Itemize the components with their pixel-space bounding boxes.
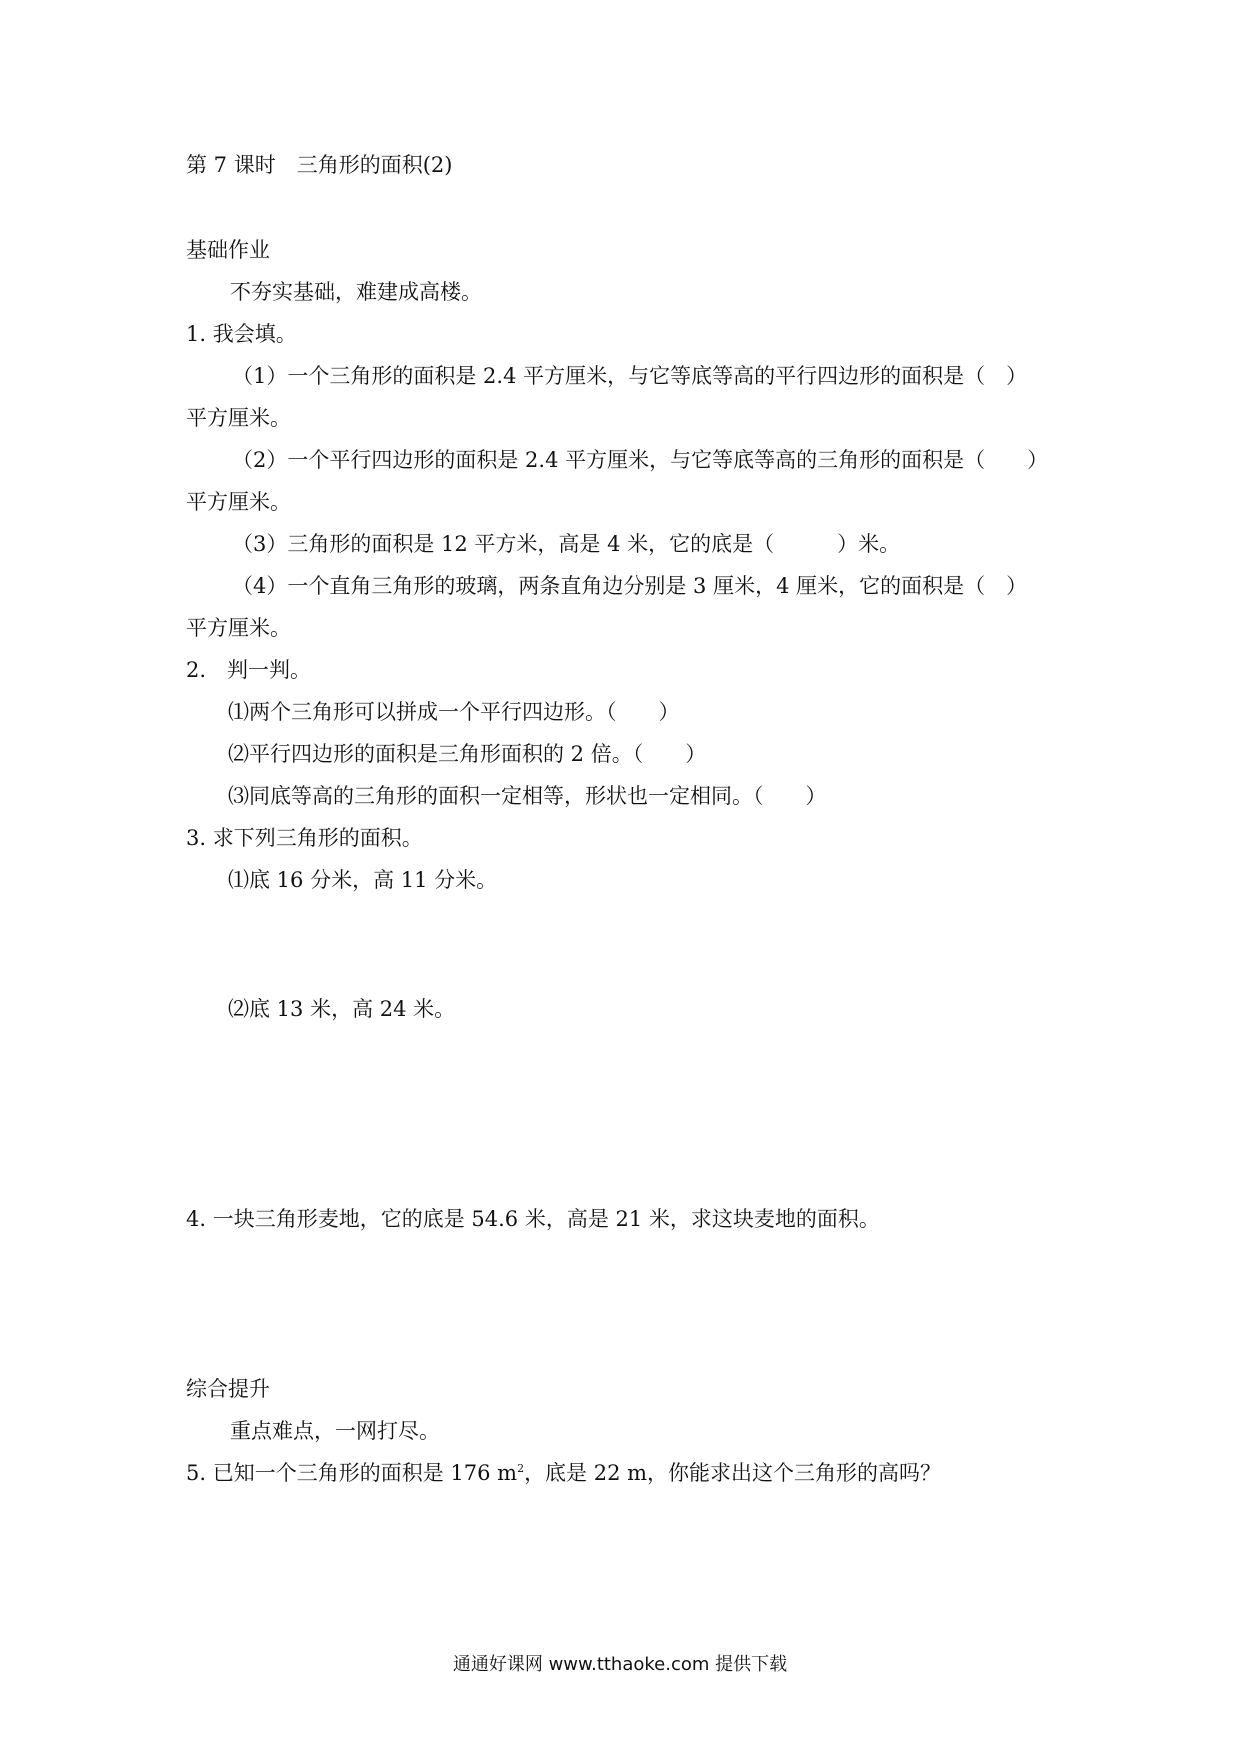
question-1-item-1-line-2: 平方厘米。 — [186, 406, 291, 430]
question-5-text-after: ，底是 22 m，你能求出这个三角形的高吗？ — [524, 1461, 942, 1485]
question-1-item-3: （3）三角形的面积是 12 平方米，高是 4 米，它的底是（ ）米。 — [232, 532, 901, 556]
question-3-item-2: ⑵底 13 米，高 24 米。 — [228, 997, 456, 1021]
section-heading-basic: 基础作业 — [186, 238, 270, 262]
question-1-item-2-line-2: 平方厘米。 — [186, 490, 291, 514]
question-2-label: 2. 判一判。 — [186, 658, 312, 682]
question-2-item-3: ⑶同底等高的三角形的面积一定相等，形状也一定相同。（ ） — [228, 784, 827, 808]
question-5-text-before: 5. 已知一个三角形的面积是 176 m — [186, 1461, 518, 1485]
question-4: 4. 一块三角形麦地，它的底是 54.6 米，高是 21 米，求这块麦地的面积。 — [186, 1207, 880, 1231]
section-heading-advanced: 综合提升 — [186, 1377, 270, 1401]
question-1-label: 1. 我会填。 — [186, 322, 297, 346]
question-1-item-4-line-1: （4）一个直角三角形的玻璃，两条直角边分别是 3 厘米，4 厘米，它的面积是（ ） — [232, 574, 1028, 598]
question-3-label: 3. 求下列三角形的面积。 — [186, 826, 423, 850]
lesson-title: 第 7 课时 三角形的面积(2) — [186, 153, 453, 177]
question-1-item-2-line-1: （2）一个平行四边形的面积是 2.4 平方厘米，与它等底等高的三角形的面积是（ ） — [232, 448, 1049, 472]
question-5 — [186, 1459, 941, 1487]
question-3-item-1: ⑴底 16 分米，高 11 分米。 — [228, 868, 498, 892]
square-superscript: 2 — [517, 1462, 525, 1475]
question-2-item-1: ⑴两个三角形可以拼成一个平行四边形。（ ） — [228, 700, 680, 724]
section-motto-basic: 不夯实基础，难建成高楼。 — [230, 280, 482, 304]
section-motto-advanced: 重点难点，一网打尽。 — [230, 1419, 440, 1443]
question-2-item-2: ⑵平行四边形的面积是三角形面积的 2 倍。（ ） — [228, 742, 707, 766]
page-footer: 通通好课网 www.tthaoke.com 提供下载 — [452, 1654, 788, 1675]
question-1-item-1-line-1: （1）一个三角形的面积是 2.4 平方厘米，与它等底等高的平行四边形的面积是（ ） — [232, 364, 1028, 388]
question-1-item-4-line-2: 平方厘米。 — [186, 616, 291, 640]
